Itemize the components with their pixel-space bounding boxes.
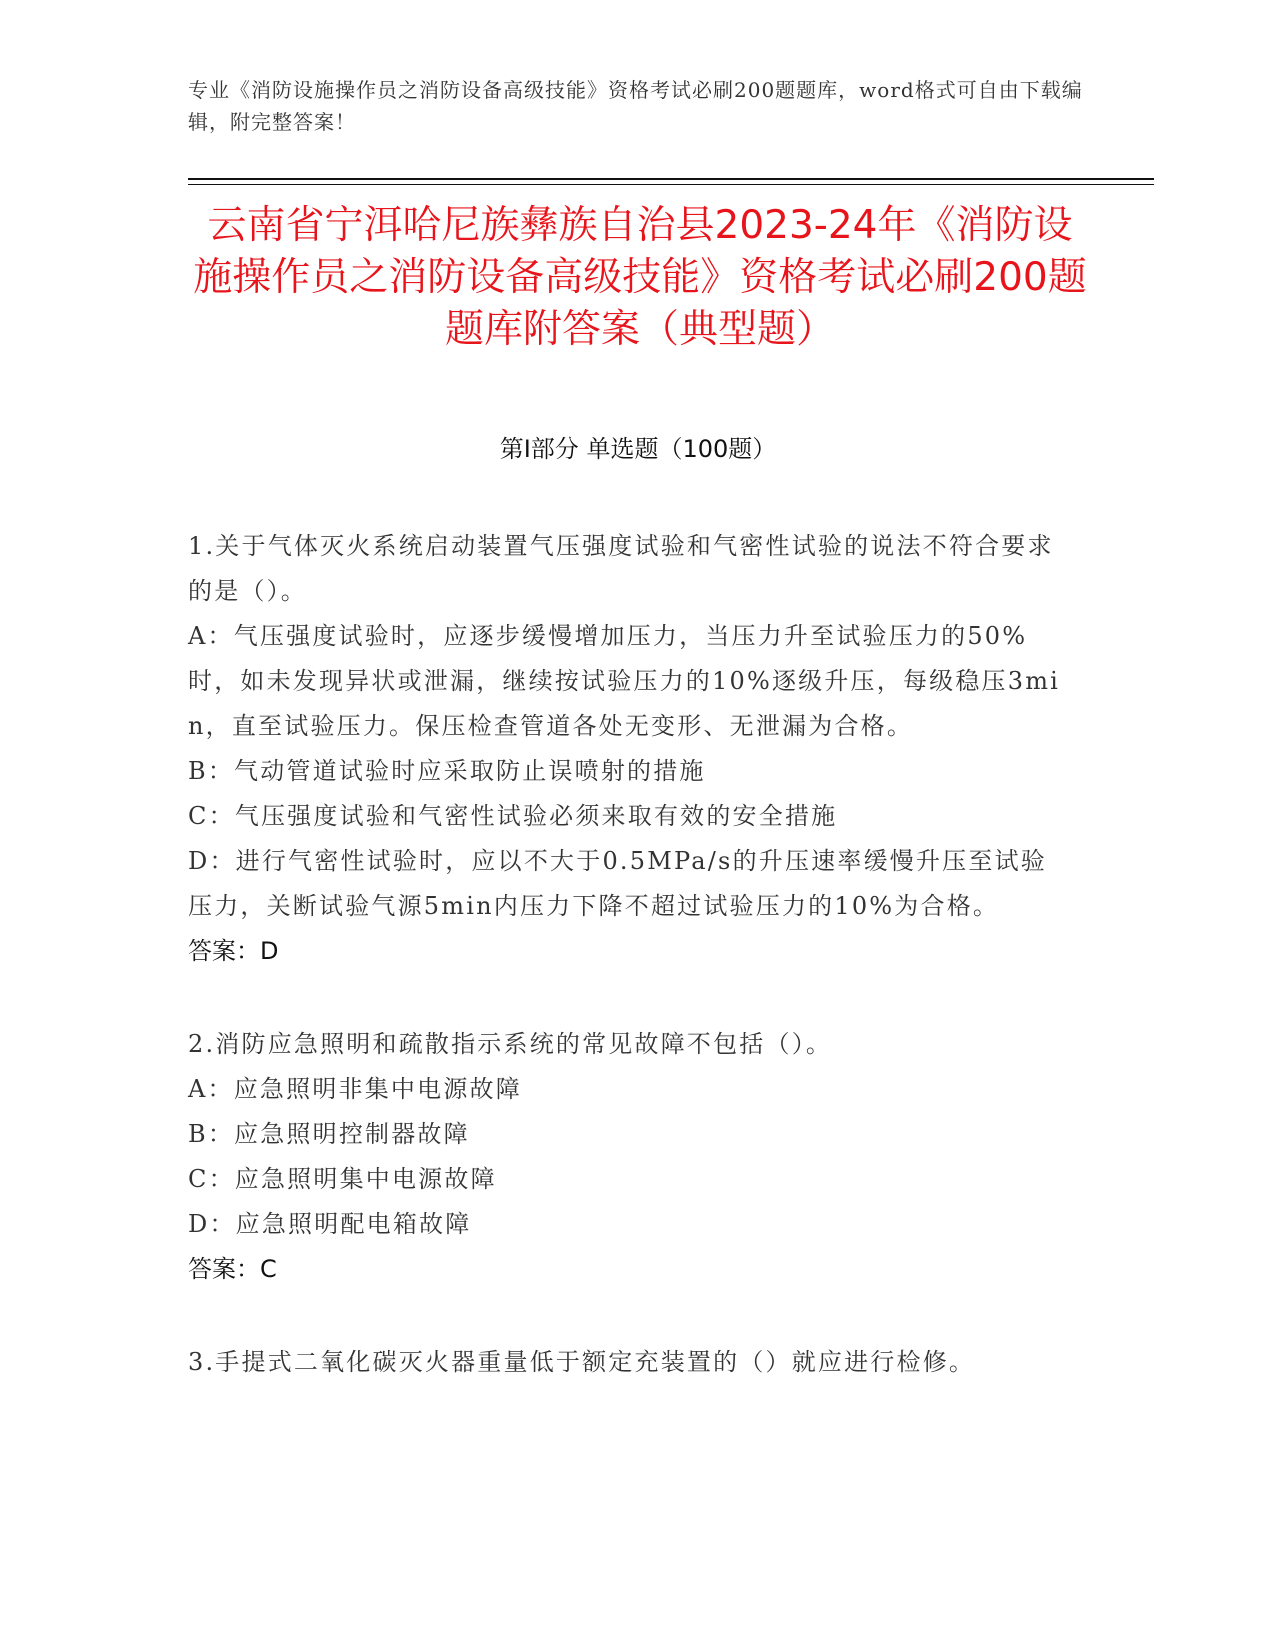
question-3	[188, 1340, 1068, 1385]
header-note: 专业《消防设施操作员之消防设备高级技能》资格考试必刷200题题库，word格式可自由下载编辑，附完整答案！	[188, 78, 1083, 134]
question-text: 1.关于气体灭火系统启动装置气压强度试验和气密性试验的说法不符合要求的是（）。	[188, 532, 1054, 605]
option-a: A：应急照明非集中电源故障	[188, 1075, 522, 1103]
document-title: 云南省宁洱哈尼族彝族自治县2023-24年《消防设施操作员之消防设备高级技能》资格考试必刷200题题库附答案（典型题）	[193, 203, 1087, 352]
option-b: B：气动管道试验时应采取防止误喷射的措施	[188, 757, 706, 785]
option-d: D：应急照明配电箱故障	[188, 1210, 472, 1238]
option-b: B：应急照明控制器故障	[188, 1120, 470, 1148]
question-1	[188, 524, 1068, 974]
question-text: 3.手提式二氧化碳灭火器重量低于额定充装置的（）就应进行检修。	[188, 1348, 976, 1376]
answer: 答案：D	[188, 937, 279, 965]
option-a: A：气压强度试验时，应逐步缓慢增加压力，当压力升至试验压力的50%时，如未发现异状或泄漏，继续按试验压力的10%逐级升压，每级稳压3min，直至试验压力。保压检查管道各处无变形、无泄漏为合格。	[188, 622, 1061, 740]
question-list	[188, 524, 1068, 1433]
answer: 答案：C	[188, 1255, 277, 1283]
option-d: D：进行气密性试验时，应以不大于0.5MPa/s的升压速率缓慢升压至试验压力，关断试验气源5min内压力下降不超过试验压力的10%为合格。	[188, 847, 1047, 920]
question-text: 2.消防应急照明和疏散指示系统的常见故障不包括（）。	[188, 1030, 833, 1058]
section-heading: 第Ⅰ部分 单选题（100题）	[499, 435, 777, 463]
header-divider-thick	[188, 178, 1154, 180]
header-divider-thin	[188, 184, 1154, 185]
option-c: C：应急照明集中电源故障	[188, 1165, 497, 1193]
question-2	[188, 1022, 1068, 1292]
option-c: C：气压强度试验和气密性试验必须来取有效的安全措施	[188, 802, 838, 830]
